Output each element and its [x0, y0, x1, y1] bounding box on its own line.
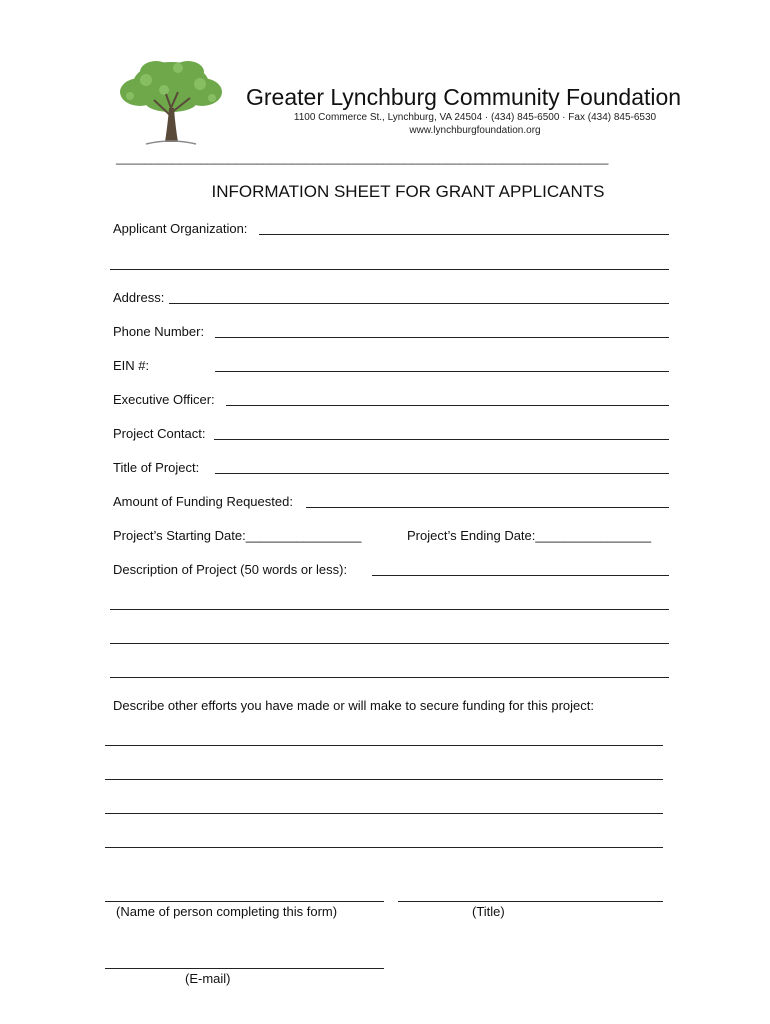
other-efforts-field-line-3[interactable]	[105, 813, 663, 814]
project-contact-field[interactable]	[214, 439, 669, 440]
name-field[interactable]	[105, 901, 384, 902]
project-contact-label: Project Contact:	[113, 426, 206, 441]
executive-officer-label: Executive Officer:	[113, 392, 215, 407]
applicant-org-field[interactable]	[259, 234, 669, 235]
funding-amount-label: Amount of Funding Requested:	[113, 494, 293, 509]
other-efforts-field-line-1[interactable]	[105, 745, 663, 746]
description-field-line-3[interactable]	[110, 643, 669, 644]
title-caption: (Title)	[472, 904, 505, 919]
address-label: Address:	[113, 290, 165, 305]
form-title: INFORMATION SHEET FOR GRANT APPLICANTS	[211, 182, 605, 201]
project-title-label: Title of Project:	[113, 460, 200, 475]
other-efforts-field-line-4[interactable]	[105, 847, 663, 848]
address-line: 1100 Commerce St., Lynchburg, VA 24504 · (434) 845-6500 · Fax (434) 845-6530	[293, 112, 657, 123]
funding-amount-field[interactable]	[306, 507, 669, 508]
applicant-org-field-line-2[interactable]	[110, 269, 669, 270]
description-field-line-2[interactable]	[110, 609, 669, 610]
description-label: Description of Project (50 words or less):	[113, 562, 348, 577]
email-field[interactable]	[105, 968, 384, 969]
other-efforts-field-line-2[interactable]	[105, 779, 663, 780]
organization-address	[270, 111, 680, 137]
organization-name: Greater Lynchburg Community Foundation	[246, 84, 682, 110]
executive-officer-field[interactable]	[226, 405, 669, 406]
header-separator: ______________________________________________________________________	[116, 150, 609, 165]
applicant-org-label: Applicant Organization:	[113, 221, 248, 236]
name-caption: (Name of person completing this form)	[116, 904, 338, 919]
email-caption: (E-mail)	[185, 971, 231, 986]
ein-label: EIN #:	[113, 358, 150, 373]
end-date-field[interactable]: Project’s Ending Date:________________	[407, 528, 652, 543]
description-field[interactable]	[372, 575, 669, 576]
other-efforts-label: Describe other efforts you have made or will make to secure funding for this project:	[113, 698, 594, 713]
description-field-line-4[interactable]	[110, 677, 669, 678]
title-field[interactable]	[398, 901, 663, 902]
phone-field[interactable]	[215, 337, 669, 338]
website-link[interactable]: www.lynchburgfoundation.org	[409, 125, 541, 136]
ein-field[interactable]	[215, 371, 669, 372]
phone-label: Phone Number:	[113, 324, 205, 339]
start-date-field[interactable]: Project’s Starting Date:________________	[113, 528, 362, 543]
tree-logo-icon	[116, 58, 226, 150]
project-title-field[interactable]	[215, 473, 669, 474]
address-field[interactable]	[169, 303, 669, 304]
